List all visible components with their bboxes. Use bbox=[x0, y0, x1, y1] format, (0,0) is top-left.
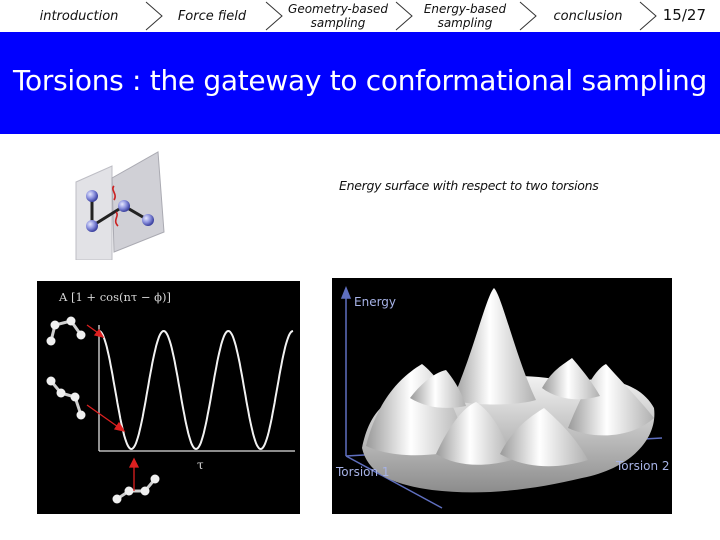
atom bbox=[86, 190, 98, 202]
page-number: 15/27 bbox=[662, 6, 706, 24]
energy-surface-plot bbox=[332, 278, 672, 514]
nav-label-line2: sampling bbox=[437, 16, 493, 30]
x-axis-label: τ bbox=[197, 458, 204, 472]
nav-label-line1: Energy-based bbox=[423, 2, 507, 16]
slide-title: Torsions : the gateway to conformational sampling bbox=[13, 64, 707, 97]
nav-item-introduction[interactable]: introduction bbox=[39, 8, 119, 24]
torsion2-axis-label: Torsion 2 bbox=[616, 459, 670, 473]
energy-axis-label: Energy bbox=[354, 295, 397, 309]
nav-label-line2: sampling bbox=[310, 16, 366, 30]
nav-label-line1: Geometry-based bbox=[288, 2, 388, 16]
nav-item-force-field[interactable]: Force field bbox=[177, 8, 247, 24]
nav-item-geometry-based-sampling[interactable] bbox=[280, 0, 396, 32]
torsion1-axis-label: Torsion 1 bbox=[336, 465, 390, 479]
atom bbox=[86, 220, 98, 232]
atom bbox=[118, 200, 130, 212]
plane-left bbox=[76, 166, 112, 260]
atom bbox=[142, 214, 154, 226]
nav-item-energy-based-sampling[interactable] bbox=[410, 0, 520, 32]
torsion-molecule-illustration bbox=[72, 148, 172, 260]
torsion-potential-plot bbox=[37, 281, 300, 514]
potential-formula: A [1 + cos(nτ − ϕ)] bbox=[59, 290, 171, 304]
top-navigation bbox=[0, 0, 720, 32]
surface-caption: Energy surface with respect to two torsions bbox=[339, 178, 599, 193]
nav-item-conclusion[interactable]: conclusion bbox=[553, 8, 623, 24]
